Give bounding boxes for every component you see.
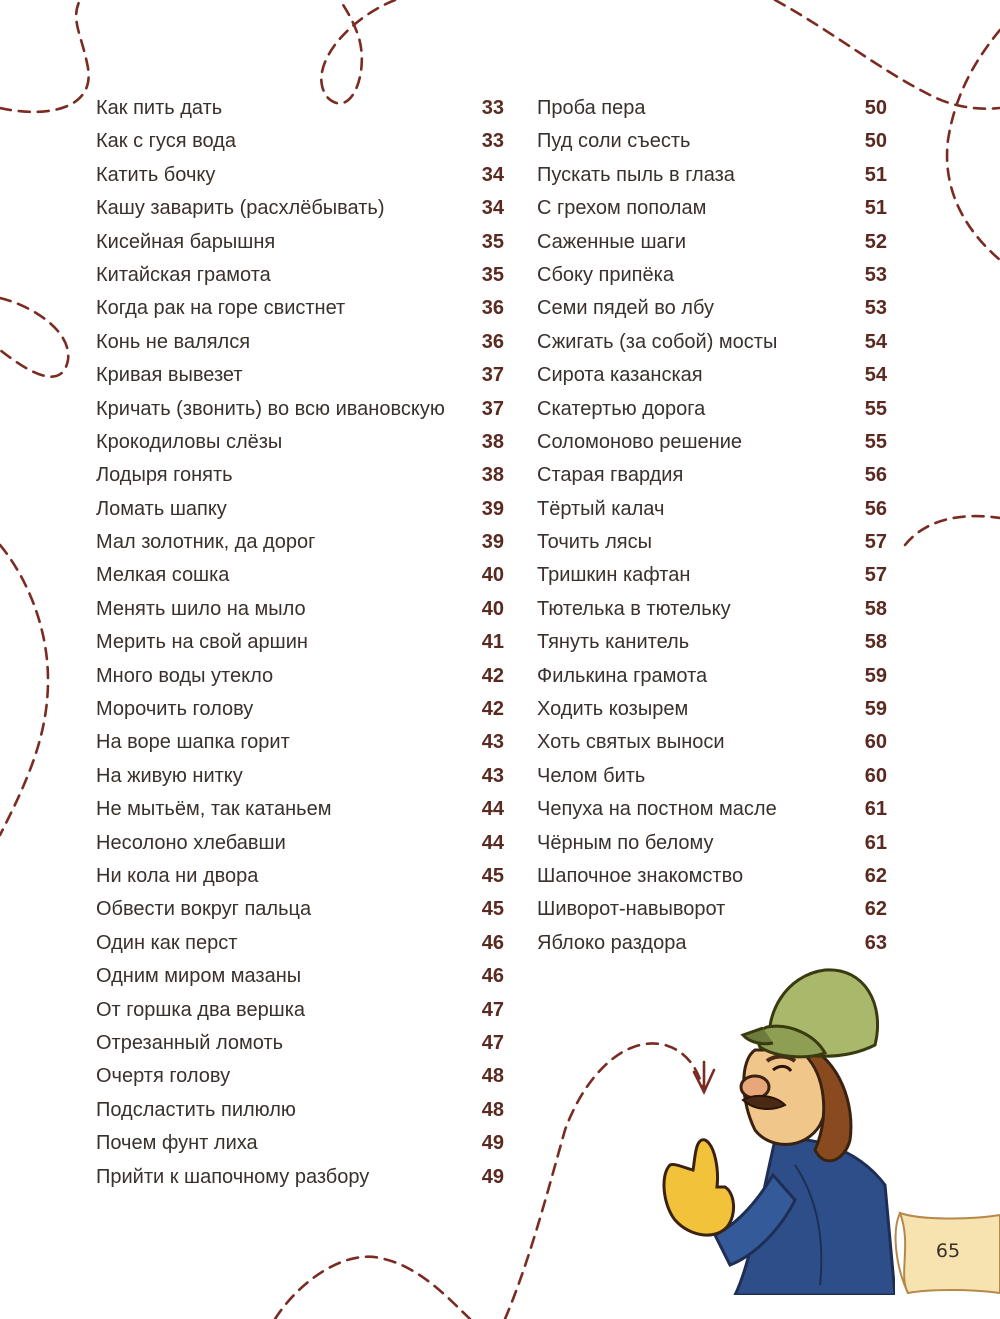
entry-term: Много воды утекло	[96, 664, 274, 687]
entry-term: Конь не валялся	[96, 330, 251, 353]
index-entry	[537, 326, 887, 359]
page-number: 65	[935, 1240, 961, 1262]
entry-term: Скатертью дорога	[537, 397, 706, 420]
index-entry	[96, 292, 504, 325]
entry-term: На живую нитку	[96, 764, 243, 787]
index-entry	[537, 860, 887, 893]
entry-term: Когда рак на горе свистнет	[96, 297, 346, 320]
entry-page-number: 58	[864, 597, 887, 620]
entry-term: Обвести вокруг пальца	[96, 898, 312, 921]
entry-page-number: 42	[481, 664, 504, 687]
index-column-right	[537, 92, 887, 960]
entry-page-number: 45	[481, 898, 504, 921]
entry-term: Отрезанный ломоть	[96, 1031, 284, 1054]
index-entry	[96, 192, 504, 225]
index-entry	[96, 226, 504, 259]
entry-page-number: 35	[481, 230, 504, 253]
entry-page-number: 37	[481, 364, 504, 387]
entry-page-number: 41	[481, 631, 504, 654]
entry-page-number: 49	[481, 1165, 504, 1188]
entry-term: Сжигать (за собой) мосты	[537, 330, 778, 353]
entry-term: Мелкая сошка	[96, 564, 230, 587]
entry-term: Семи пядей во лбу	[537, 297, 714, 320]
index-entry	[537, 793, 887, 826]
entry-term: Шиворот-навыворот	[537, 898, 726, 921]
entry-term: Кашу заварить (расхлёбывать)	[96, 197, 385, 220]
index-entry	[537, 526, 887, 559]
index-entry	[96, 827, 504, 860]
entry-term: С грехом пополам	[537, 197, 707, 220]
entry-page-number: 46	[481, 931, 504, 954]
index-entry	[96, 493, 504, 526]
entry-term: Прийти к шапочному разбору	[96, 1165, 370, 1188]
entry-page-number: 43	[481, 731, 504, 754]
index-entry	[96, 125, 504, 158]
entry-term: Ни кола ни двора	[96, 864, 259, 887]
index-entry	[537, 593, 887, 626]
entry-page-number: 37	[481, 397, 504, 420]
entry-term: Филькина грамота	[537, 664, 708, 687]
entry-page-number: 61	[864, 831, 887, 854]
index-entry	[537, 292, 887, 325]
entry-page-number: 57	[864, 531, 887, 554]
entry-page-number: 36	[481, 330, 504, 353]
entry-term: На воре шапка горит	[96, 731, 290, 754]
entry-page-number: 39	[481, 531, 504, 554]
entry-page-number: 51	[864, 197, 887, 220]
index-entry	[537, 726, 887, 759]
entry-page-number: 33	[481, 130, 504, 153]
entry-page-number: 62	[864, 898, 887, 921]
index-entry	[96, 1094, 504, 1127]
entry-term: Шапочное знакомство	[537, 864, 744, 887]
entry-page-number: 36	[481, 297, 504, 320]
index-entry	[96, 459, 504, 492]
entry-page-number: 38	[481, 430, 504, 453]
entry-term: Пускать пыль в глаза	[537, 163, 735, 186]
index-entry	[537, 760, 887, 793]
entry-page-number: 40	[481, 564, 504, 587]
entry-page-number: 54	[864, 364, 887, 387]
entry-term: Сбоку припёка	[537, 263, 674, 286]
entry-page-number: 47	[481, 1031, 504, 1054]
entry-term: От горшка два вершка	[96, 998, 306, 1021]
index-entry	[96, 1060, 504, 1093]
index-entry	[96, 960, 504, 993]
entry-page-number: 61	[864, 798, 887, 821]
entry-page-number: 44	[481, 798, 504, 821]
entry-term: Морочить голову	[96, 698, 254, 721]
index-entry	[96, 1127, 504, 1160]
entry-term: Тютелька в тютельку	[537, 597, 731, 620]
entry-term: Как пить дать	[96, 97, 223, 119]
entry-page-number: 59	[864, 664, 887, 687]
index-entry	[96, 994, 504, 1027]
entry-term: Китайская грамота	[96, 263, 271, 286]
entry-page-number: 52	[864, 230, 887, 253]
entry-page-number: 42	[481, 698, 504, 721]
entry-page-number: 34	[481, 197, 504, 220]
entry-page-number: 47	[481, 998, 504, 1021]
index-entry	[537, 359, 887, 392]
entry-page-number: 48	[481, 1098, 504, 1121]
entry-page-number: 39	[481, 497, 504, 520]
entry-term: Старая гвардия	[537, 464, 684, 487]
entry-term: Один как перст	[96, 931, 238, 954]
index-entry	[96, 793, 504, 826]
entry-term: Тёртый калач	[537, 497, 665, 520]
index-entry	[537, 626, 887, 659]
entry-page-number: 43	[481, 764, 504, 787]
entry-page-number: 56	[864, 464, 887, 487]
index-entry	[537, 493, 887, 526]
index-entry	[96, 593, 504, 626]
entry-term: Пуд соли съесть	[537, 130, 691, 153]
index-entry	[96, 626, 504, 659]
index-entry	[96, 1161, 504, 1194]
entry-page-number: 46	[481, 965, 504, 988]
index-entry	[96, 559, 504, 592]
index-entry	[96, 927, 504, 960]
entry-term: Мерить на свой аршин	[96, 631, 308, 654]
entry-term: Мал золотник, да дорог	[96, 531, 316, 554]
index-entry	[537, 827, 887, 860]
index-entry	[537, 660, 887, 693]
entry-page-number: 38	[481, 464, 504, 487]
entry-term: Чёрным по белому	[537, 831, 714, 854]
entry-term: Почем фунт лиха	[96, 1132, 258, 1155]
entry-term: Не мытьём, так катаньем	[96, 798, 332, 821]
entry-page-number: 50	[864, 97, 887, 119]
entry-term: Точить лясы	[537, 531, 652, 554]
entry-term: Яблоко раздора	[537, 931, 687, 954]
index-entry	[96, 426, 504, 459]
entry-term: Менять шило на мыло	[96, 597, 306, 620]
man-with-cap-thumbs-up-illustration	[655, 965, 895, 1295]
index-entry	[96, 92, 504, 125]
index-entry	[96, 359, 504, 392]
entry-term: Ломать шапку	[96, 497, 227, 520]
entry-page-number: 60	[864, 731, 887, 754]
entry-term: Кривая вывезет	[96, 364, 243, 387]
entry-term: Проба пера	[537, 97, 646, 119]
entry-term: Кисейная барышня	[96, 230, 276, 253]
entry-page-number: 53	[864, 263, 887, 286]
index-entry	[537, 92, 887, 125]
index-entry	[96, 893, 504, 926]
entry-term: Челом бить	[537, 764, 646, 787]
index-entry	[96, 326, 504, 359]
entry-page-number: 33	[481, 97, 504, 119]
index-entry	[537, 459, 887, 492]
index-entry	[96, 1027, 504, 1060]
entry-term: Чепуха на постном масле	[537, 798, 777, 821]
index-entry	[537, 559, 887, 592]
entry-term: Тянуть канитель	[537, 631, 690, 654]
entry-term: Хоть святых выноси	[537, 731, 725, 754]
index-entry	[96, 726, 504, 759]
entry-term: Подсластить пилюлю	[96, 1098, 296, 1121]
entry-page-number: 57	[864, 564, 887, 587]
entry-page-number: 50	[864, 130, 887, 153]
entry-term: Саженные шаги	[537, 230, 687, 253]
index-entry	[537, 693, 887, 726]
entry-term: Несолоно хлебавши	[96, 831, 286, 854]
entry-page-number: 55	[864, 430, 887, 453]
entry-term: Соломоново решение	[537, 430, 743, 453]
entry-page-number: 40	[481, 597, 504, 620]
index-entry	[537, 393, 887, 426]
index-entry	[96, 660, 504, 693]
index-entry	[537, 125, 887, 158]
entry-page-number: 44	[481, 831, 504, 854]
entry-page-number: 60	[864, 764, 887, 787]
index-entry	[96, 393, 504, 426]
entry-page-number: 56	[864, 497, 887, 520]
index-entry	[96, 693, 504, 726]
entry-page-number: 62	[864, 864, 887, 887]
entry-page-number: 53	[864, 297, 887, 320]
entry-page-number: 49	[481, 1132, 504, 1155]
entry-term: Крокодиловы слёзы	[96, 430, 283, 453]
entry-term: Очертя голову	[96, 1065, 231, 1088]
index-entry	[537, 927, 887, 960]
entry-term: Кричать (звонить) во всю ивановскую	[96, 397, 445, 420]
index-entry	[96, 760, 504, 793]
index-entry	[96, 159, 504, 192]
entry-page-number: 58	[864, 631, 887, 654]
index-entry	[537, 192, 887, 225]
entry-term: Сирота казанская	[537, 364, 703, 387]
index-entry	[96, 860, 504, 893]
index-entry	[537, 259, 887, 292]
entry-page-number: 51	[864, 163, 887, 186]
entry-term: Тришкин кафтан	[537, 564, 691, 587]
index-entry	[537, 893, 887, 926]
index-entry	[537, 226, 887, 259]
entry-page-number: 63	[864, 931, 887, 954]
entry-term: Как с гуся вода	[96, 130, 236, 153]
entry-page-number: 48	[481, 1065, 504, 1088]
index-entry	[537, 426, 887, 459]
entry-term: Одним миром мазаны	[96, 965, 302, 988]
entry-term: Ходить козырем	[537, 698, 689, 721]
index-entry	[537, 159, 887, 192]
entry-page-number: 35	[481, 263, 504, 286]
entry-page-number: 59	[864, 698, 887, 721]
entry-page-number: 55	[864, 397, 887, 420]
entry-page-number: 54	[864, 330, 887, 353]
entry-page-number: 34	[481, 163, 504, 186]
entry-term: Катить бочку	[96, 163, 216, 186]
index-entry	[96, 526, 504, 559]
entry-term: Лодыря гонять	[96, 464, 233, 487]
index-entry	[96, 259, 504, 292]
entry-page-number: 45	[481, 864, 504, 887]
index-column-left	[96, 92, 504, 1194]
